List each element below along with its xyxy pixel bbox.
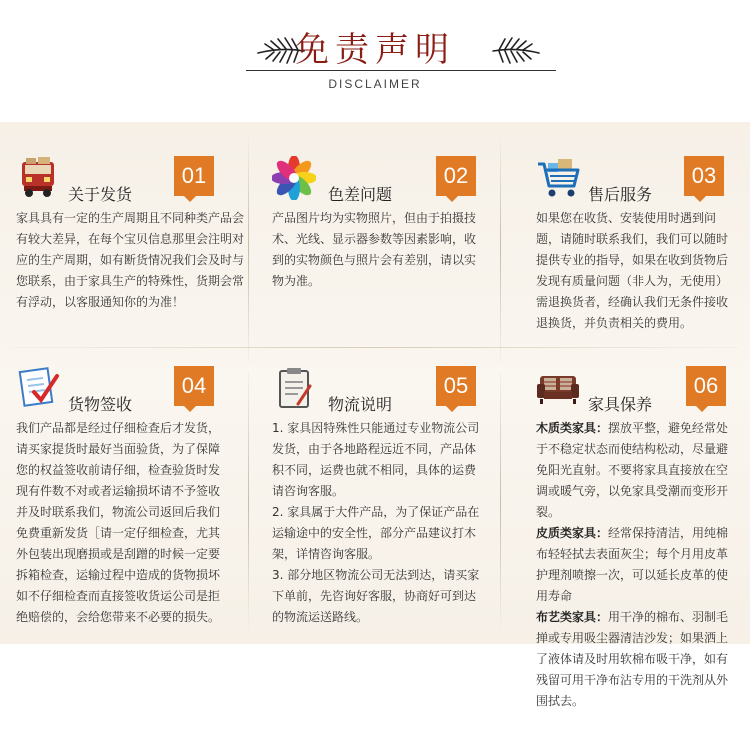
- section-number-badge: 03: [684, 156, 724, 196]
- column-divider: [248, 372, 249, 634]
- list-item: 3. 部分地区物流公司无法到达，请买家下单前，先咨询好客服，协商好可到达的物流运送路线。: [272, 568, 480, 624]
- palm-leaf-right-icon: [491, 35, 543, 65]
- clipboard-icon: [272, 366, 316, 410]
- column-divider: [248, 132, 249, 362]
- section-logistics: [272, 366, 484, 636]
- section-text-list: [536, 418, 738, 712]
- item-label: 布艺类家具：: [536, 610, 609, 624]
- section-title: 家具保养: [588, 395, 653, 414]
- list-item: 2. 家具属于大件产品，为了保证产品在运输途中的安全性，部分产品建议打木架，详情咨询客服。: [272, 505, 480, 561]
- delivery-truck-icon: [16, 156, 60, 200]
- column-divider: [500, 372, 501, 634]
- section-title: 物流说明: [328, 395, 393, 414]
- section-text-list: [272, 418, 480, 628]
- list-item: [536, 418, 738, 523]
- section-goods-receipt: [16, 366, 246, 636]
- sofa-icon: [536, 366, 580, 410]
- column-divider: [500, 132, 501, 362]
- section-text: 如果您在收货、安装使用时遇到问题，请随时联系我们，我们可以随时提供专业的指导，如果在收到货物后发现有质量问题（非人为，无使用）需退换货者，经确认我们无条件接收退换货，并负责相关的费用。: [536, 211, 729, 330]
- item-text: 摆放平整，避免经常处于不稳定状态而使结构松动，尽量避免阳光直射。不要将家具直接放在空调或暖气旁，以免家具受潮而变形开裂。: [536, 421, 729, 519]
- item-text: 用干净的棉布、羽制毛掸或专用吸尘器清洁沙发；如果洒上了液体请及时用软棉布吸干净，如有残留可用干净布沾专用的干洗剂从外围拭去。: [536, 610, 729, 708]
- section-title: 售后服务: [588, 185, 653, 204]
- row-divider: [10, 347, 740, 348]
- item-text: 经常保持清洁，用纯棉布轻轻拭去表面灰尘；每个月用皮革护理剂喷擦一次，可以延长皮革的使用寿命: [536, 526, 729, 603]
- section-title: 色差问题: [328, 185, 393, 204]
- section-number-badge: 06: [686, 366, 726, 406]
- section-number-badge: 01: [174, 156, 214, 196]
- section-text: 我们产品都是经过仔细检查后才发货，请买家提货时最好当面验货，为了保障您的权益签收前请仔细，检查验货时发现有件数不对或者运输损坏请不予签收并及时联系我们，物流公司返回后我们免费重新发货［请一定仔细检查，尤其外包装出现磨损或是刮蹭的时候一定要拆箱检查，运输过程中造成的货物损坏如不仔细检查而直接签收货运公司是拒绝赔偿的，会给您带来不必要的损失。: [16, 421, 221, 624]
- section-text: 产品图片均为实物照片，但由于拍摄技术、光线、显示器参数等因素影响，收到的实物颜色与照片会有差别，请以实物为准。: [272, 211, 477, 288]
- section-after-sales: [536, 156, 738, 336]
- disclaimer-panel: [0, 122, 750, 708]
- item-label: 木质类家具：: [536, 421, 609, 435]
- color-palette-icon: [272, 156, 316, 200]
- list-item: [536, 607, 738, 712]
- section-title: 货物签收: [68, 395, 133, 414]
- section-number-badge: 02: [436, 156, 476, 196]
- list-item: 1. 家具因特殊性只能通过专业物流公司发货，由于各地路程远近不同，产品体积不同，运费也就不相同，具体的运费请咨询客服。: [272, 421, 480, 498]
- section-number-badge: 04: [174, 366, 214, 406]
- section-number-badge: 05: [436, 366, 476, 406]
- checklist-icon: [16, 366, 60, 410]
- page-title: 免责声明: [295, 30, 455, 70]
- item-label: 皮质类家具：: [536, 526, 609, 540]
- section-shipping: [16, 156, 246, 336]
- section-color-difference: [272, 156, 482, 336]
- section-text: 家具具有一定的生产周期且不同种类产品会有较大差异，在每个宝贝信息那里会注明对应的生产周期，如有断货情况我们会及时与您联系，由于家具生产的特殊性，货期会常有浮动，以客服通知你的为准！: [16, 211, 245, 309]
- shopping-cart-icon: [536, 156, 580, 200]
- section-maintenance: [536, 366, 740, 708]
- list-item: [536, 523, 738, 607]
- section-title: 关于发货: [68, 185, 133, 204]
- header-divider: [246, 70, 556, 71]
- header: [0, 0, 750, 100]
- page-subtitle: DISCLAIMER: [328, 77, 422, 91]
